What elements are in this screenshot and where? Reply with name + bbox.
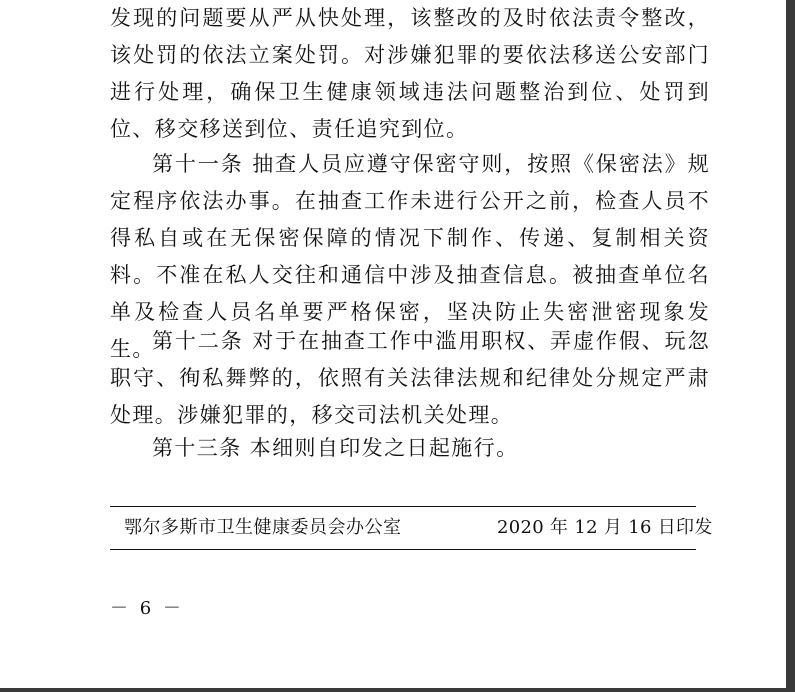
footer-issue-date: 2020 年 12 月 16 日印发 [497, 517, 713, 538]
article-13-paragraph: 第十三条 本细则自印发之日起施行。 [152, 436, 519, 460]
footer-top-rule [110, 506, 696, 507]
page-number: － 6 － [110, 598, 184, 619]
footer-bottom-rule [110, 549, 696, 550]
article-11-paragraph: 第十一条 抽查人员应遵守保密守则，按照《保密法》规定程序依法办事。在抽查工作未进行公开之前，检查人员不得私自或在无保密保障的情况下制作、传递、复制相关资料。不准在私人交往和通信中涉及抽查信息。被抽查单位名单及检查人员名单要严格保密，坚决防止失密泄密现象发生。 [110, 152, 710, 361]
footer-issuer: 鄂尔多斯市卫生健康委员会办公室 [124, 517, 402, 538]
viewer-background-bottom [0, 688, 795, 692]
viewer-background-right [786, 0, 795, 692]
article-12-paragraph: 第十二条 对于在抽查工作中滥用职权、弄虚作假、玩忽职守、徇私舞弊的，依照有关法律法规和纪律处分规定严肃处理。涉嫌犯罪的，移交司法机关处理。 [110, 329, 710, 427]
paragraph-continuation: 发现的问题要从严从快处理，该整改的及时依法责令整改，该处罚的依法立案处罚。对涉嫌犯罪的要依法移送公安部门进行处理，确保卫生健康领域违法问题整治到位、处罚到位、移交移送到位、责任追究到位。 [110, 6, 710, 141]
